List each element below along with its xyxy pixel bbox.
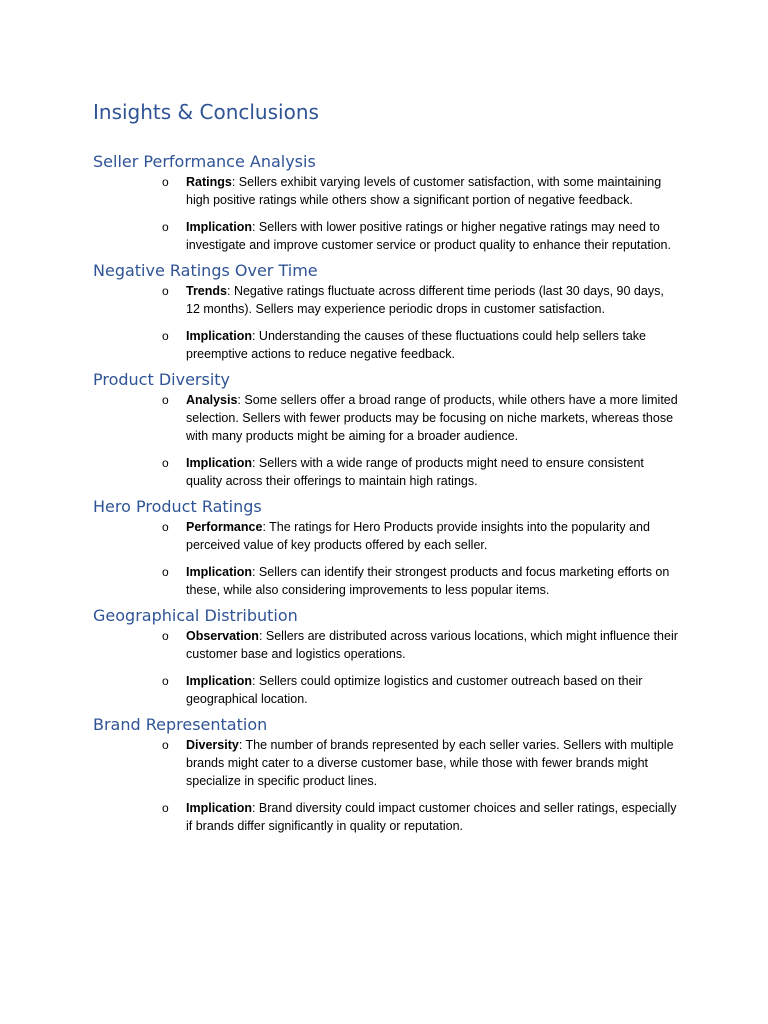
section-heading: Brand Representation — [93, 715, 268, 734]
bullet-term: Implication — [186, 674, 252, 688]
bullet-marker-icon: o — [162, 220, 169, 234]
bullet-list — [0, 173, 768, 254]
section-heading: Negative Ratings Over Time — [93, 261, 318, 280]
bullet-marker-icon: o — [162, 674, 169, 688]
bullet-item — [0, 218, 768, 254]
section-2 — [0, 369, 768, 490]
bullet-item — [0, 454, 768, 490]
bullet-text: : Negative ratings fluctuate across different time periods (last 30 days, 90 days, 12 months). Sellers may experience periodic drops in customer satisfaction. — [186, 284, 664, 316]
bullet-list — [0, 736, 768, 835]
section-4 — [0, 605, 768, 708]
bullet-text: : Sellers with a wide range of products might need to ensure consistent quality across their offerings to maintain high ratings. — [186, 456, 644, 488]
bullet-marker-icon: o — [162, 393, 169, 407]
bullet-item — [0, 672, 768, 708]
bullet-text: : Sellers are distributed across various locations, which might influence their customer base and logistics operations. — [186, 629, 678, 661]
bullet-text: : Sellers could optimize logistics and customer outreach based on their geographical location. — [186, 674, 643, 706]
bullet-marker-icon: o — [162, 629, 169, 643]
bullet-list — [0, 282, 768, 363]
bullet-list — [0, 518, 768, 599]
bullet-item — [0, 327, 768, 363]
bullet-term: Trends — [186, 284, 227, 298]
bullet-text: : Understanding the causes of these fluctuations could help sellers take preemptive actions to reduce negative feedback. — [186, 329, 646, 361]
bullet-item — [0, 282, 768, 318]
bullet-text: : The number of brands represented by each seller varies. Sellers with multiple brands might cater to a diverse customer base, while those with fewer brands might specialize in specific product lines. — [186, 738, 674, 788]
bullet-list — [0, 627, 768, 708]
bullet-marker-icon: o — [162, 801, 169, 815]
section-3 — [0, 496, 768, 599]
section-heading: Geographical Distribution — [93, 606, 298, 625]
bullet-term: Ratings — [186, 175, 232, 189]
bullet-term: Diversity — [186, 738, 239, 752]
bullet-marker-icon: o — [162, 456, 169, 470]
bullet-text: : Brand diversity could impact customer choices and seller ratings, especially if brands differ significantly in quality or reputation. — [186, 801, 677, 833]
section-heading: Hero Product Ratings — [93, 497, 262, 516]
bullet-marker-icon: o — [162, 738, 169, 752]
bullet-marker-icon: o — [162, 329, 169, 343]
bullet-text: : Sellers can identify their strongest products and focus marketing efforts on these, while also considering improvements to less popular items. — [186, 565, 670, 597]
bullet-term: Implication — [186, 220, 252, 234]
bullet-list — [0, 391, 768, 490]
bullet-text: : The ratings for Hero Products provide insights into the popularity and perceived value of key products offered by each seller. — [186, 520, 650, 552]
bullet-item — [0, 799, 768, 835]
bullet-term: Implication — [186, 801, 252, 815]
section-5 — [0, 714, 768, 835]
bullet-term: Implication — [186, 329, 252, 343]
sections-container — [0, 151, 768, 841]
bullet-item — [0, 173, 768, 209]
bullet-item — [0, 391, 768, 445]
bullet-term: Observation — [186, 629, 259, 643]
bullet-term: Performance — [186, 520, 263, 534]
bullet-item — [0, 736, 768, 790]
bullet-term: Implication — [186, 456, 252, 470]
bullet-marker-icon: o — [162, 520, 169, 534]
bullet-text: : Sellers with lower positive ratings or higher negative ratings may need to investigate and improve customer service or product quality to enhance their reputation. — [186, 220, 671, 252]
bullet-term: Implication — [186, 565, 252, 579]
section-heading: Product Diversity — [93, 370, 231, 389]
bullet-marker-icon: o — [162, 284, 169, 298]
bullet-text: : Sellers exhibit varying levels of customer satisfaction, with some maintaining high positive ratings while others show a significant portion of negative feedback. — [186, 175, 662, 207]
bullet-item — [0, 563, 768, 599]
bullet-term: Analysis — [186, 393, 238, 407]
page-title: Insights & Conclusions — [93, 100, 319, 124]
bullet-item — [0, 627, 768, 663]
section-0 — [0, 151, 768, 254]
section-1 — [0, 260, 768, 363]
bullet-marker-icon: o — [162, 175, 169, 189]
bullet-marker-icon: o — [162, 565, 169, 579]
bullet-text: : Some sellers offer a broad range of products, while others have a more limited selection. Sellers with fewer products may be focusing on niche markets, whereas those with many products might be aiming for a broader audience. — [186, 393, 678, 443]
section-heading: Seller Performance Analysis — [93, 152, 316, 171]
bullet-item — [0, 518, 768, 554]
